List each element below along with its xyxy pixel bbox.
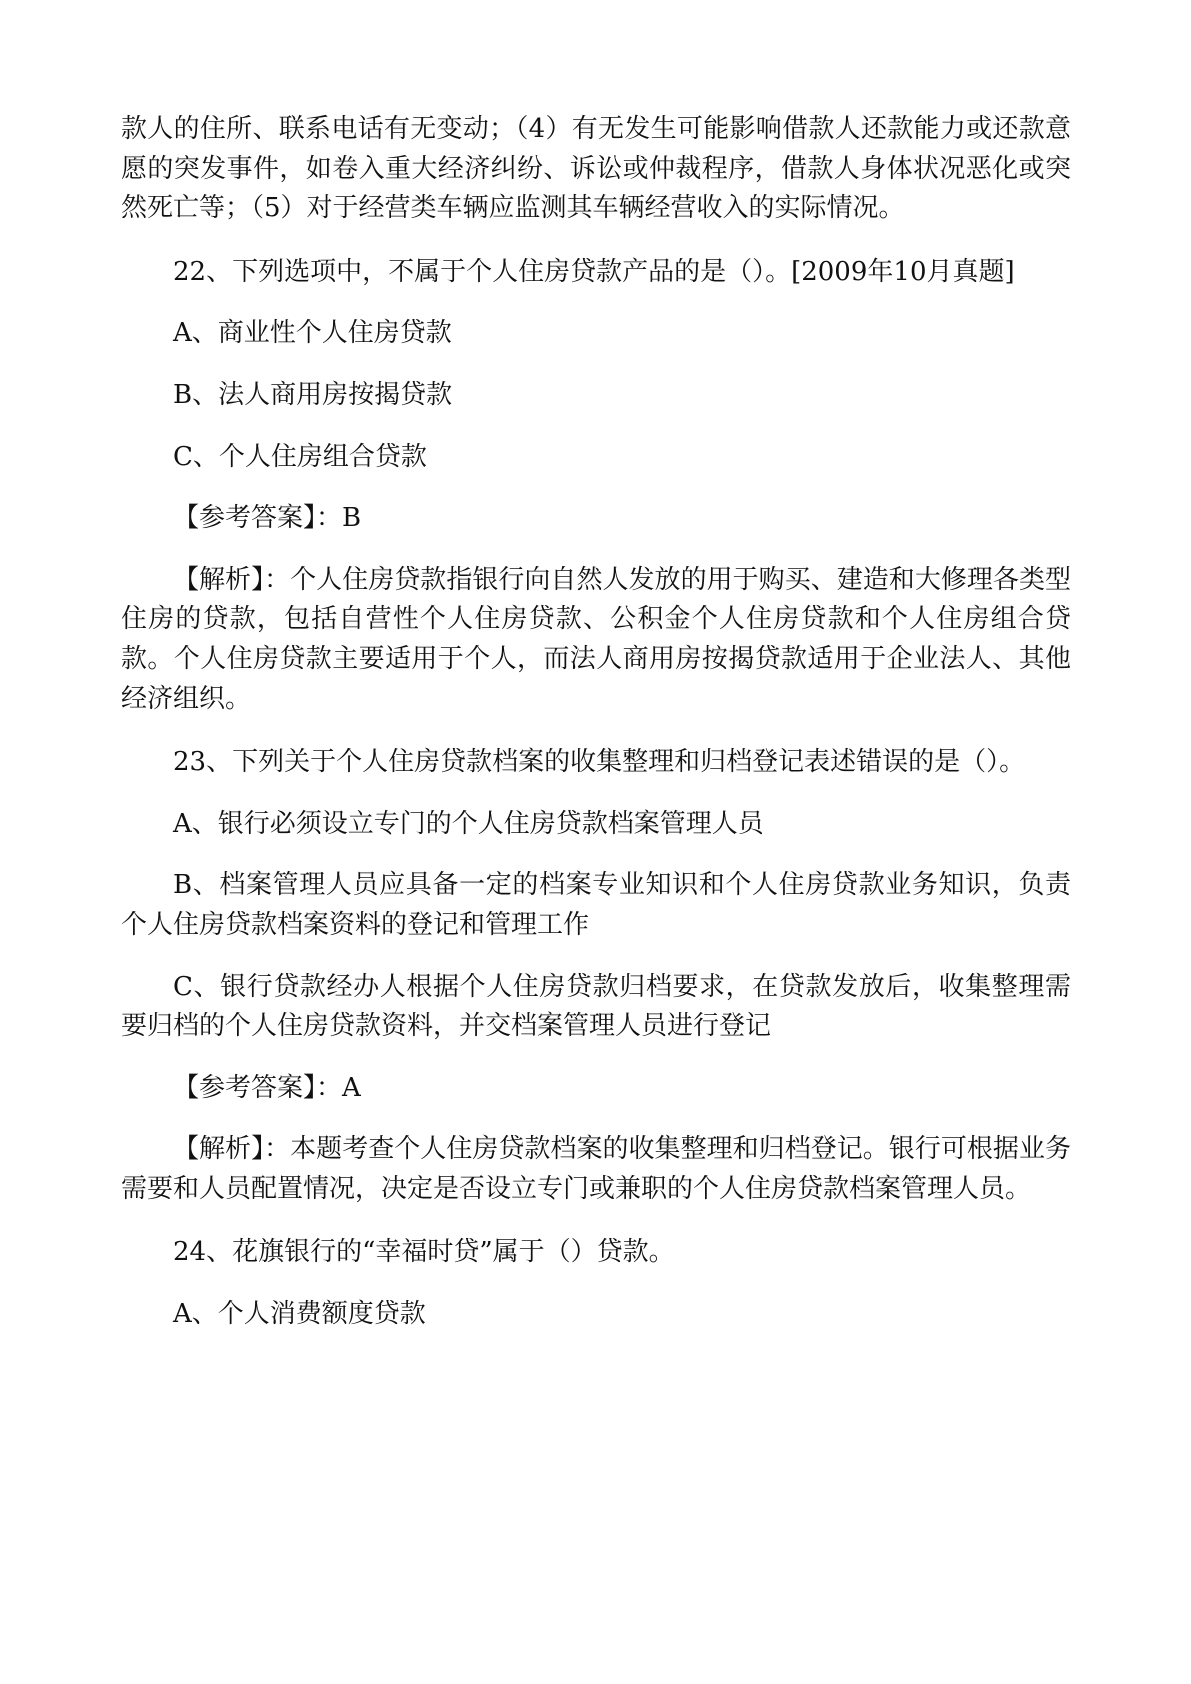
question-22-text: 22、下列选项中，不属于个人住房贷款产品的是（）。[2009年10月真题] [173, 256, 1015, 287]
question-24-option-a: A、个人消费额度贷款 [173, 1299, 426, 1330]
question-22-option-c: C、个人住房组合贷款 [173, 441, 427, 472]
intro-continuation: 款人的住所、联系电话有无变动；（4）有无发生可能影响借款人还款能力或还款意愿的突发事件，如卷入重大经济纠纷、诉讼或仲裁程序，借款人身体状况恶化或突然死亡等；（5）对于经营类车辆应监测其车辆经营收入的实际情况。 [121, 114, 1071, 224]
question-22-option-a: A、商业性个人住房贷款 [173, 318, 452, 349]
question-23-option-c: C、银行贷款经办人根据个人住房贷款归档要求，在贷款发放后，收集整理需要归档的个人住房贷款资料，并交档案管理人员进行登记 [121, 971, 1071, 1042]
question-23-option-a: A、银行必须设立专门的个人住房贷款档案管理人员 [173, 808, 764, 839]
question-23-analysis: 【解析】：本题考查个人住房贷款档案的收集整理和归档登记。银行可根据业务需要和人员配置情况，决定是否设立专门或兼职的个人住房贷款档案管理人员。 [121, 1134, 1071, 1204]
question-23-option-b: B、档案管理人员应具备一定的档案专业知识和个人住房贷款业务知识，负责个人住房贷款档案资料的登记和管理工作 [121, 870, 1071, 940]
question-24-text: 24、花旗银行的“幸福时贷”属于（）贷款。 [173, 1237, 675, 1268]
question-22-answer: 【参考答案】：B [173, 503, 362, 534]
question-22-option-b: B、法人商用房按揭贷款 [173, 379, 453, 410]
document-body [121, 110, 1071, 1335]
question-23-text: 23、下列关于个人住房贷款档案的收集整理和归档登记表述错误的是（）。 [173, 747, 1026, 778]
question-23-answer: 【参考答案】：A [173, 1072, 361, 1103]
question-22-analysis: 【解析】：个人住房贷款指银行向自然人发放的用于购买、建造和大修理各类型住房的贷款，包括自营性个人住房贷款、公积金个人住房贷款和个人住房组合贷款。个人住房贷款主要适用于个人，而法人商用房按揭贷款适用于企业法人、其他经济组织。 [121, 564, 1071, 714]
